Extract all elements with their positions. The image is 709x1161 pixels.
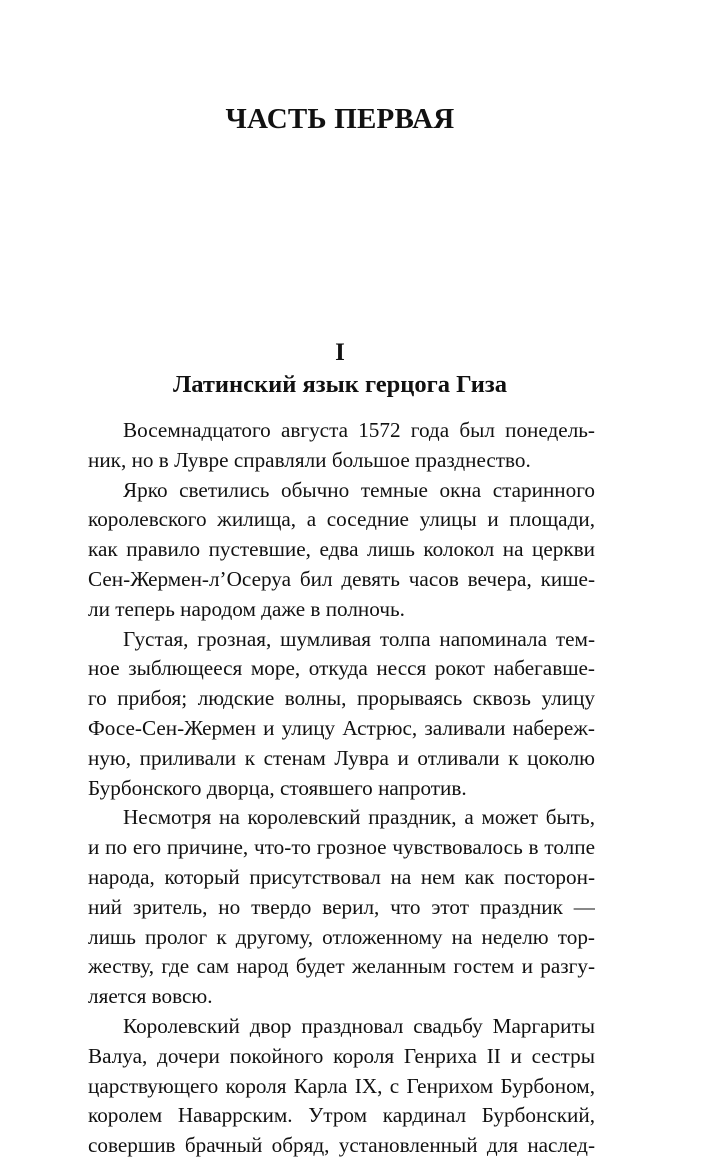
- part-title: ЧАСТЬ ПЕРВАЯ: [225, 103, 455, 135]
- text-line: Густая, грозная, шумливая толпа напоминала тем-: [123, 626, 595, 651]
- text-line: го прибоя; людские волны, прорываясь сквозь улицу: [88, 686, 595, 711]
- text-line: Валуа, дочери покойного короля Генриха II и сестры: [88, 1043, 595, 1068]
- text-line: ник, но в Лувре справляли большое празднество.: [88, 447, 531, 472]
- text-line: лишь пролог к другому, отложенному на неделю тор-: [88, 924, 595, 949]
- paragraph: [88, 803, 595, 1012]
- text-line: ное зыблющееся море, откуда несся рокот набегавше-: [88, 656, 595, 681]
- text-line: ний зритель, но твердо верил, что этот праздник —: [88, 894, 595, 919]
- text-line: Бурбонского дворца, стоявшего напротив.: [88, 775, 467, 800]
- chapter-number: I: [335, 339, 345, 366]
- text-line: совершив брачный обряд, установленный для наслед-: [88, 1133, 595, 1158]
- text-line: Сен-Жермен-л’Осеруа бил девять часов вечера, кише-: [88, 566, 595, 591]
- text-line: народа, который присутствовал на нем как посторон-: [88, 864, 595, 889]
- chapter-title: Латинский язык герцога Гиза: [173, 371, 507, 398]
- paragraph: [88, 416, 595, 476]
- text-line: жеству, где сам народ будет желанным гостем и разгу-: [88, 954, 595, 979]
- text-line: Фосе-Сен-Жермен и улицу Астрюс, заливали набереж-: [88, 715, 595, 740]
- text-line: королем Наваррским. Утром кардинал Бурбонский,: [88, 1103, 595, 1128]
- text-line: Ярко светились обычно темные окна старинного: [123, 477, 595, 502]
- text-line: ную, приливали к стенам Лувра и отливали к цоколю: [88, 745, 595, 770]
- text-line: и по его причине, что-то грозное чувствовалось в толпе: [88, 835, 595, 860]
- paragraph: [88, 476, 595, 625]
- text-line: королевского жилища, а соседние улицы и площади,: [88, 507, 595, 532]
- text-line: царствующего короля Карла IX, с Генрихом Бурбоном,: [88, 1073, 595, 1098]
- paragraph: [88, 1012, 595, 1161]
- body-text: [88, 416, 595, 1161]
- text-line: Восемнадцатого августа 1572 года был понедель-: [123, 418, 595, 442]
- text-line: Несмотря на королевский праздник, а может быть,: [123, 805, 595, 830]
- text-line: ли теперь народом даже в полночь.: [88, 596, 405, 621]
- text-line: как правило пустевшие, едва лишь колокол на церкви: [88, 537, 595, 562]
- paragraph: [88, 625, 595, 804]
- text-line: ляется вовсю.: [88, 984, 213, 1009]
- text-line: Королевский двор праздновал свадьбу Маргариты: [123, 1013, 595, 1038]
